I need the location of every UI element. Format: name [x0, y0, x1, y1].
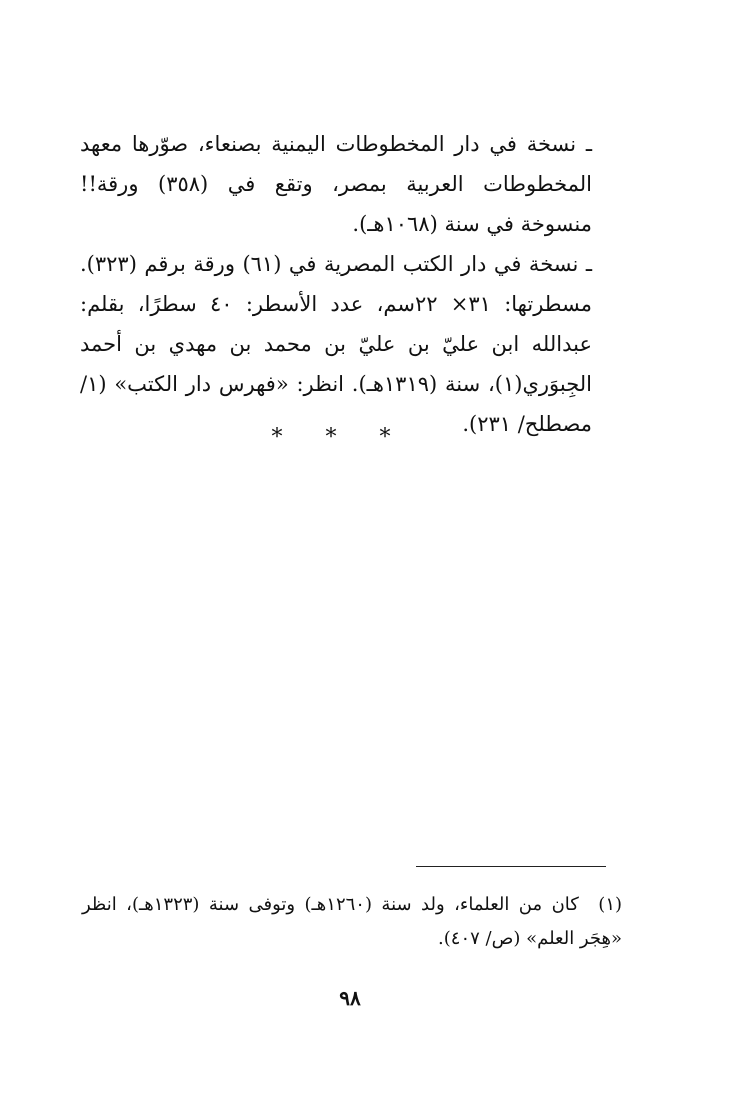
main-text-block	[80, 124, 592, 444]
manuscript-entry-cairo: ـ نسخة في دار الكتب المصرية في (٦١) ورقة برقم (٣٢٣). مسطرتها: ٣١× ٢٢سم، عدد الأسطر: ٤٠ سطرًا، بقلم: عبدالله ابن عليّ بن عليّ بن محمد بن مهدي بن أحمد الجِبوَري(١)، سنة (١٣١٩هـ). انظر: «فهرس دار الكتب» (١/ مصطلح/ ٢٣١).	[80, 252, 592, 436]
footnote-text: كان من العلماء، ولد سنة (١٢٦٠هـ) وتوفى سنة (١٣٢٣هـ)، انظر «هِجَر العلم» (ص/ ٤٠٧).	[82, 894, 622, 949]
section-separator-stars: * * *	[271, 425, 409, 450]
manuscript-entry-sanaa: ـ نسخة في دار المخطوطات اليمنية بصنعاء، صوّرها معهد المخطوطات العربية بمصر، وتقع في (٣٥٨) ورقة!! منسوخة في سنة (١٠٦٨هـ).	[80, 132, 592, 236]
page-number: ٩٨	[339, 986, 361, 1010]
footnote-rule	[416, 866, 606, 867]
footnote-number: (١)	[598, 894, 623, 915]
footnote	[82, 888, 622, 956]
